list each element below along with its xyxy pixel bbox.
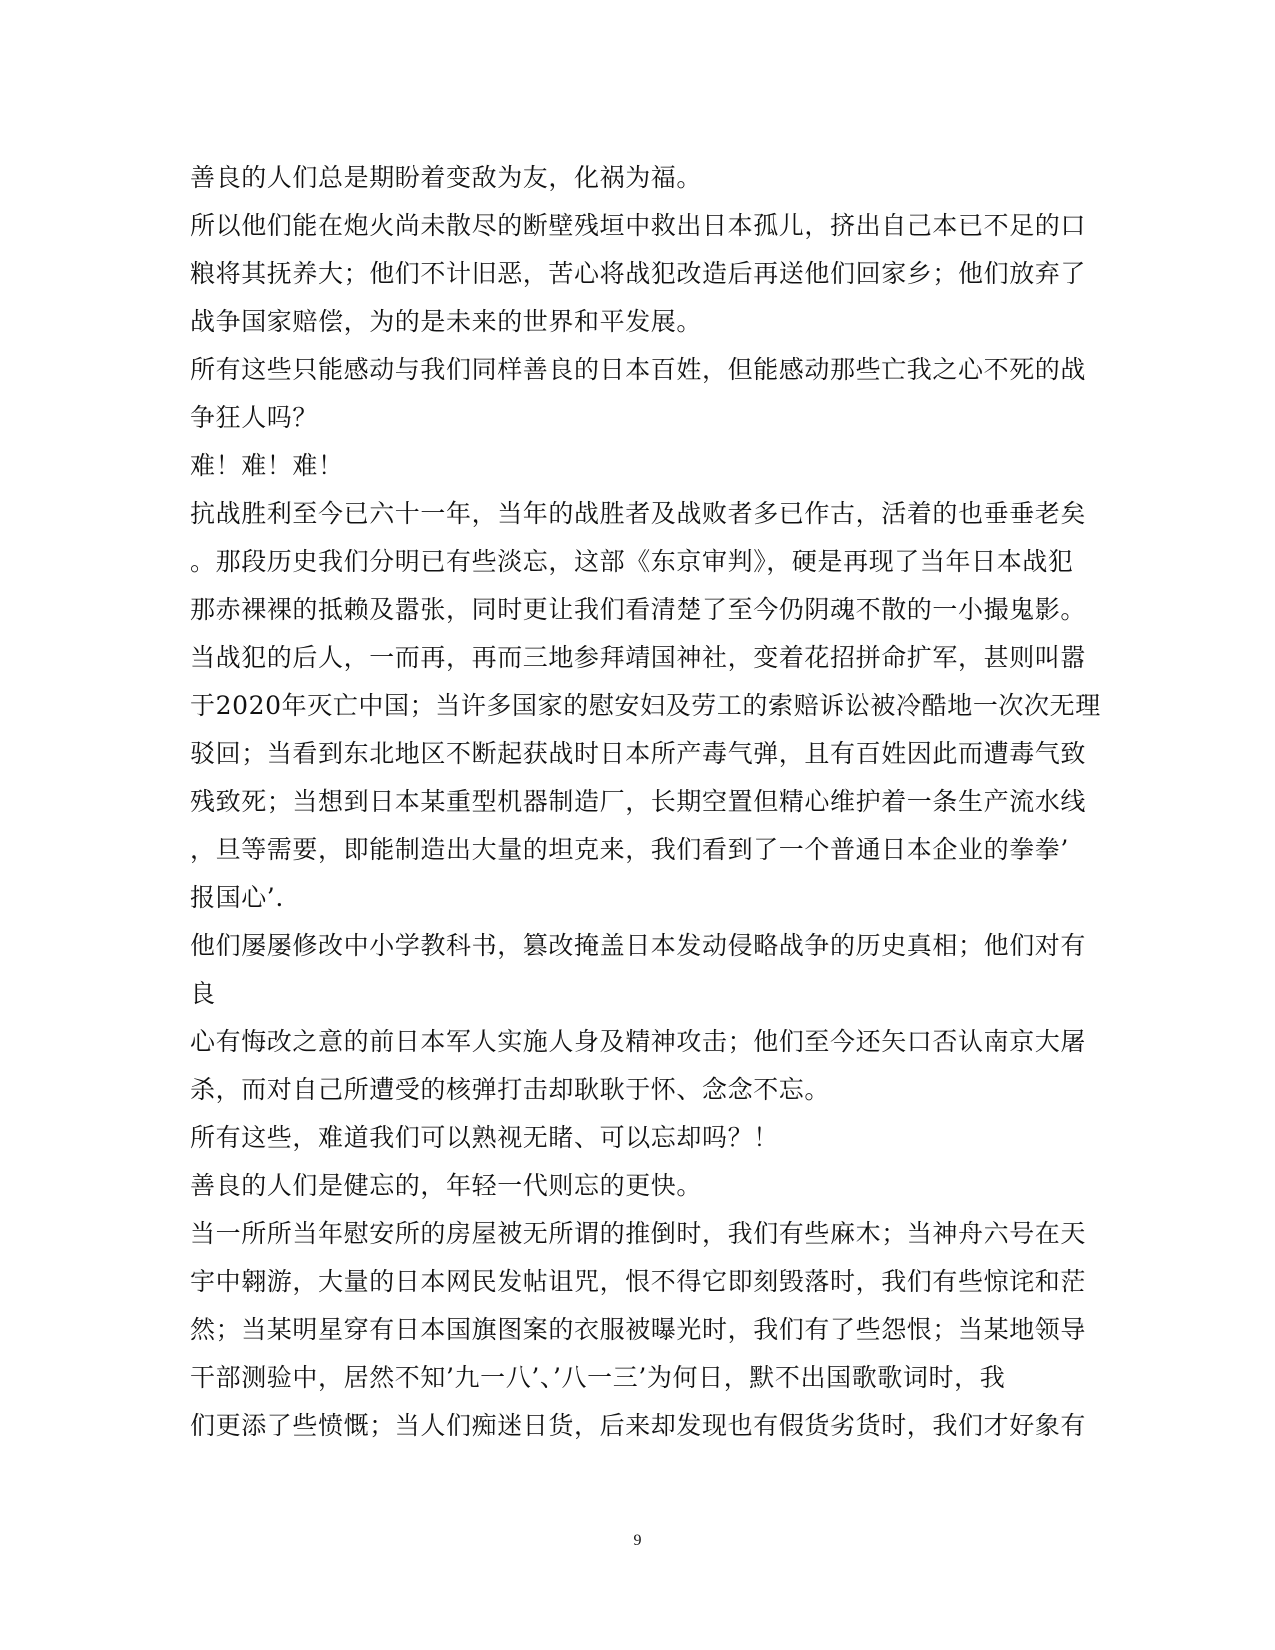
text-line: 当战犯的后人，一而再，再而三地参拜靖国神社，变着花招拼命扩军，甚则叫嚣 <box>190 643 1087 672</box>
text-line: 争狂人吗？ <box>190 403 319 432</box>
text-line: 那赤裸裸的抵赖及嚣张，同时更让我们看清楚了至今仍阴魂不散的一小撮鬼影。 <box>190 595 1087 624</box>
text-line: 所以他们能在炮火尚未散尽的断壁残垣中救出日本孤儿，挤出自己本已不足的口 <box>190 211 1087 240</box>
text-line: 们更添了些愤慨；当人们痴迷日货，后来却发现也有假货劣货时，我们才好象有 <box>190 1411 1087 1440</box>
text-line: 残致死；当想到日本某重型机器制造厂，长期空置但精心维护着一条生产流水线 <box>190 787 1087 816</box>
text-line: 他们屡屡修改中小学教科书，篡改掩盖日本发动侵略战争的历史真相；他们对有 <box>190 931 1087 960</box>
text-line: 难！难！难！ <box>190 451 344 480</box>
page-number: 9 <box>633 1532 642 1549</box>
text-line: 所有这些，难道我们可以熟视无睹、可以忘却吗？！ <box>190 1123 779 1152</box>
text-line: 然；当某明星穿有日本国旗图案的衣服被曝光时，我们有了些怨恨；当某地领导 <box>190 1315 1087 1344</box>
text-line: 善良的人们总是期盼着变敌为友，化祸为福。 <box>190 163 703 192</box>
text-line: 心有悔改之意的前日本军人实施人身及精神攻击；他们至今还矢口否认南京大屠 <box>190 1027 1087 1056</box>
text-line: 。那段历史我们分明已有些淡忘，这部《东京审判》，硬是再现了当年日本战犯 <box>190 547 1074 576</box>
text-line: 报国心’. <box>190 883 284 912</box>
text-line: ，旦等需要，即能制造出大量的坦克来，我们看到了一个普通日本企业的拳拳’ <box>190 835 1069 864</box>
body-text <box>190 154 1101 1450</box>
text-line: 干部测验中，居然不知’九一八’、’八一三’为何日，默不出国歌歌词时，我 <box>190 1363 1006 1392</box>
text-line: 粮将其抚养大；他们不计旧恶，苦心将战犯改造后再送他们回家乡；他们放弃了 <box>190 259 1087 288</box>
text-line: 良 <box>190 979 216 1008</box>
text-line: 所有这些只能感动与我们同样善良的日本百姓，但能感动那些亡我之心不死的战 <box>190 355 1087 384</box>
text-line: 抗战胜利至今已六十一年，当年的战胜者及战败者多已作古，活着的也垂垂老矣 <box>190 499 1087 528</box>
text-line: 善良的人们是健忘的，年轻一代则忘的更快。 <box>190 1171 703 1200</box>
text-line: 宇中翱游，大量的日本网民发帖诅咒，恨不得它即刻毁落时，我们有些惊诧和茫 <box>190 1267 1087 1296</box>
text-line: 驳回；当看到东北地区不断起获战时日本所产毒气弹，且有百姓因此而遭毒气致 <box>190 739 1087 768</box>
text-line: 杀，而对自己所遭受的核弹打击却耿耿于怀、念念不忘。 <box>190 1075 831 1104</box>
text-line: 战争国家赔偿，为的是未来的世界和平发展。 <box>190 307 703 336</box>
text-line: 于2020年灭亡中国；当许多国家的慰安妇及劳工的索赔诉讼被冷酷地一次次无理 <box>190 691 1101 720</box>
text-line: 当一所所当年慰安所的房屋被无所谓的推倒时，我们有些麻木；当神舟六号在天 <box>190 1219 1087 1248</box>
